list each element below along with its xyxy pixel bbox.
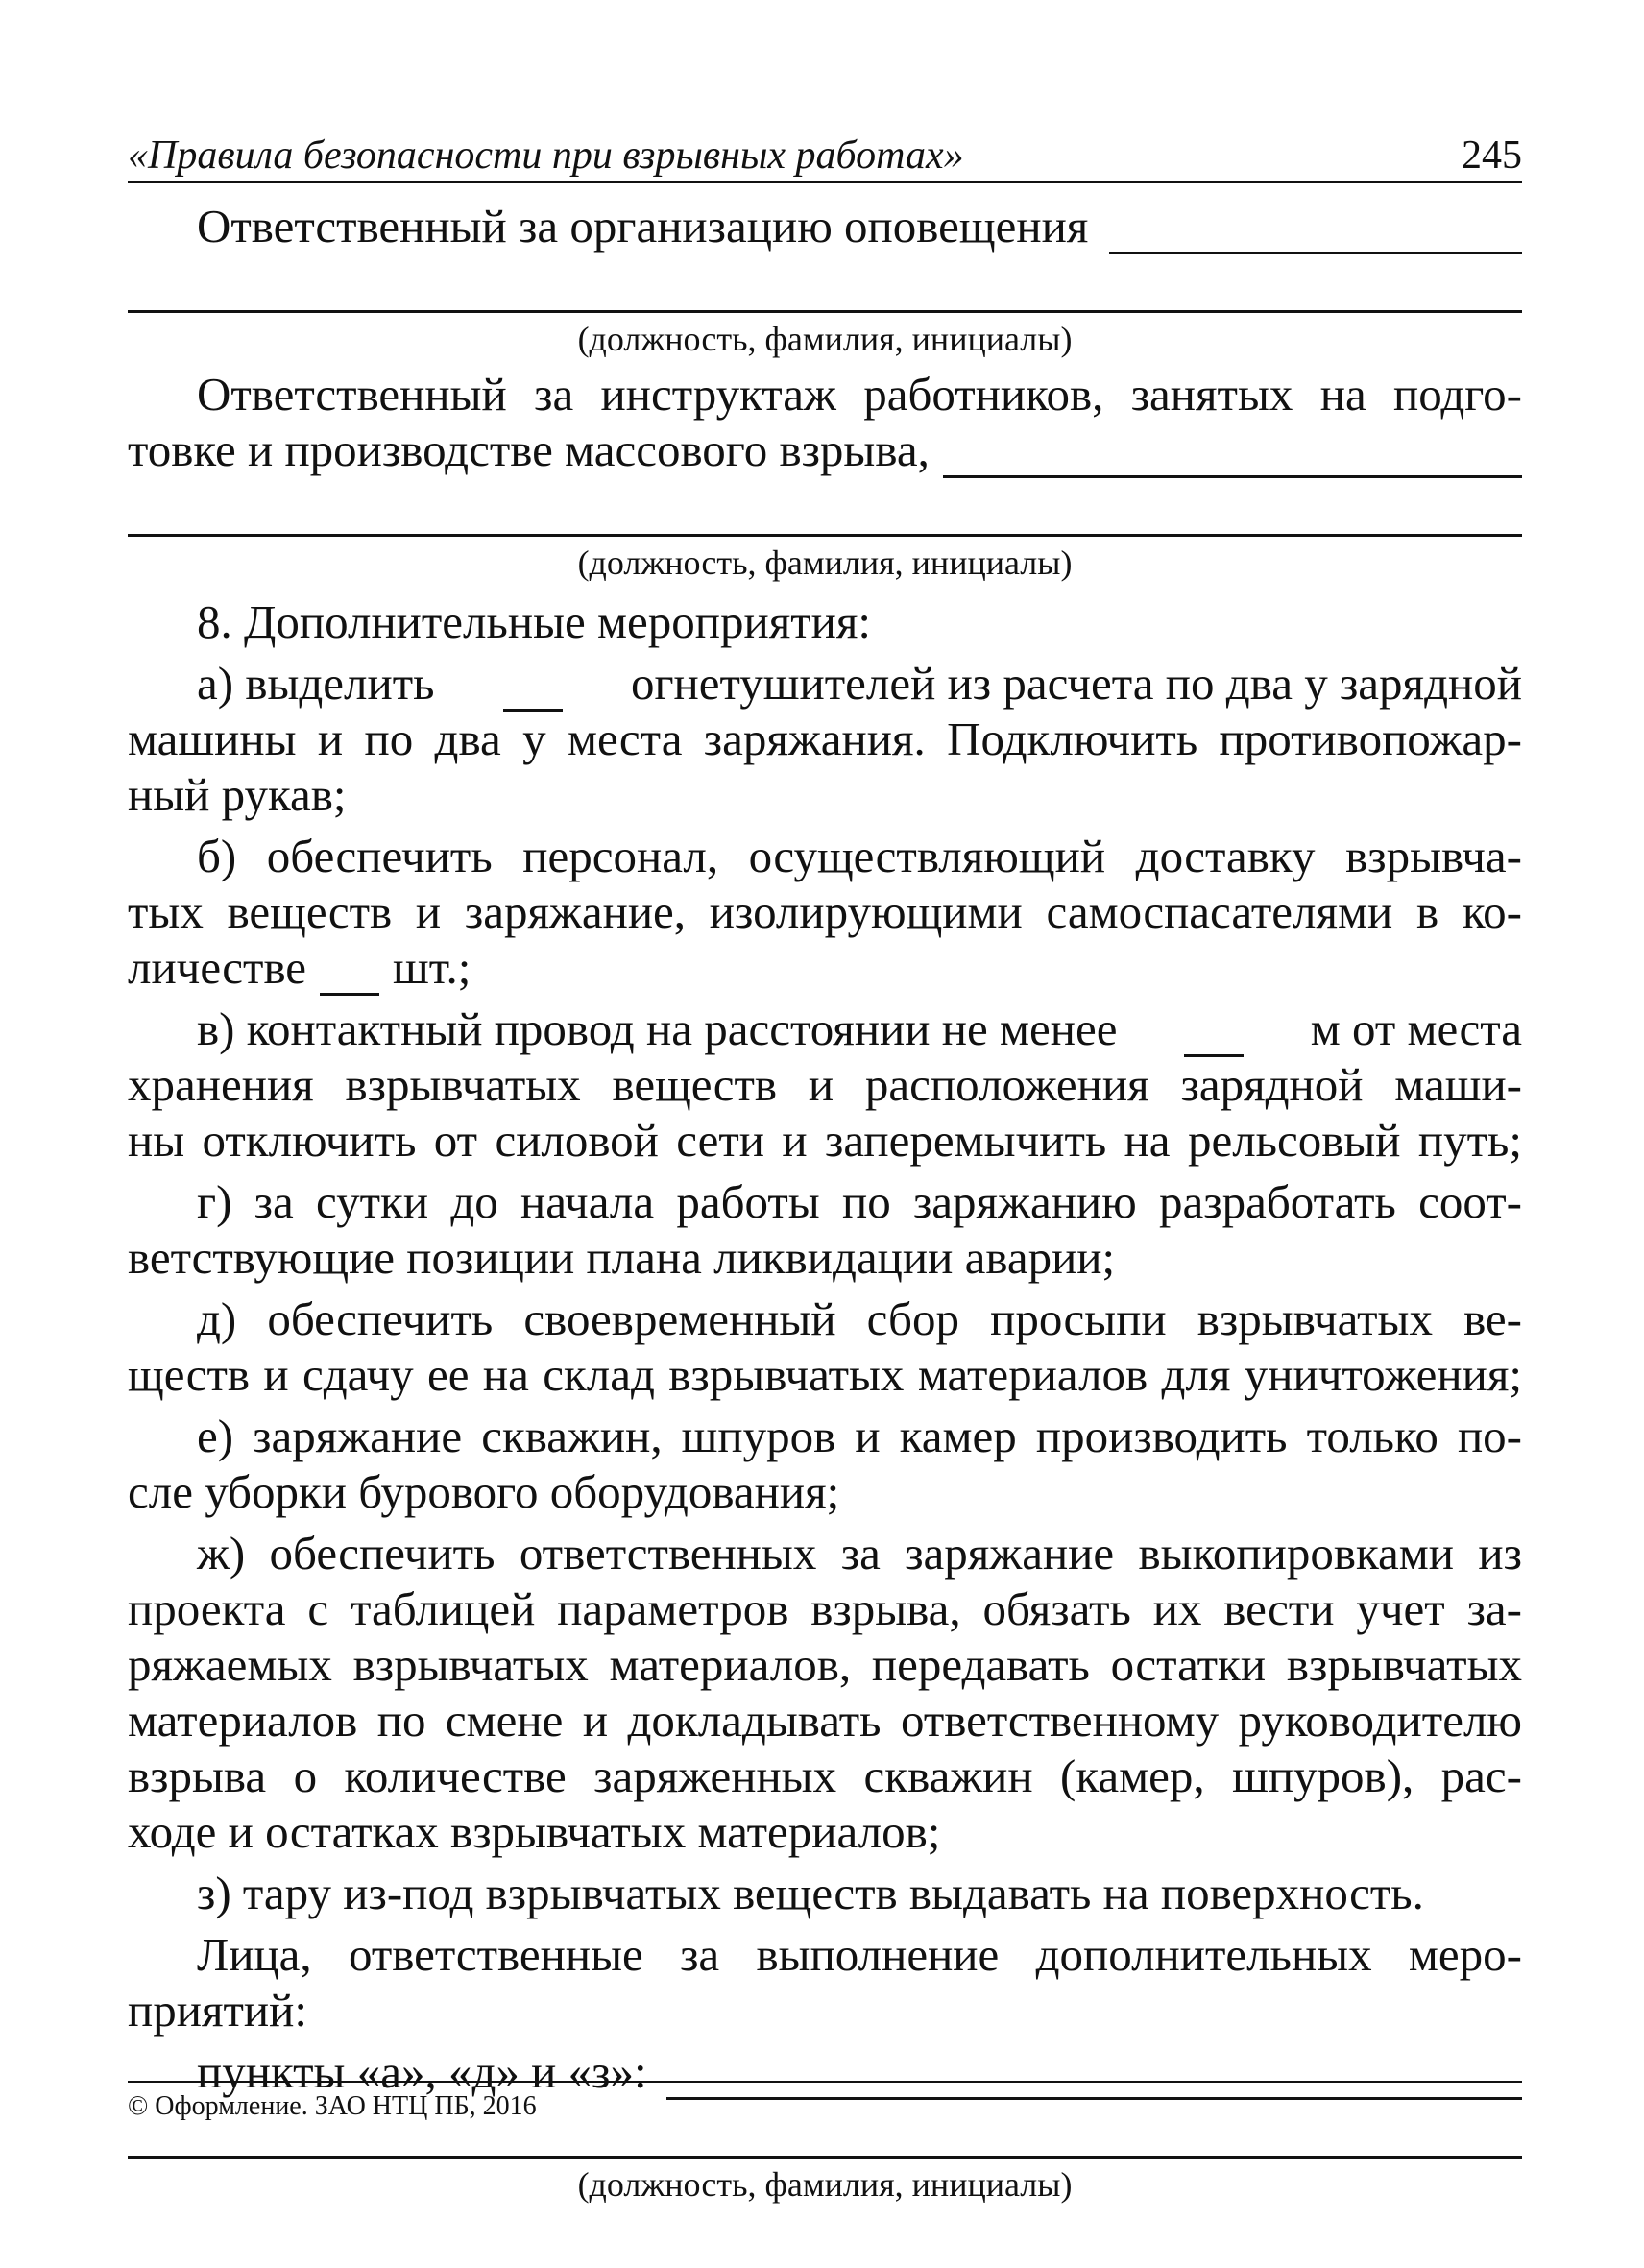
footer-divider <box>128 2081 1522 2083</box>
field-caption: (должность, фамилия, инициалы) <box>577 320 1073 358</box>
item-g: г) за сутки до начала работы по заряжанию разработать соот- <box>197 1175 1522 1228</box>
signature-field[interactable] <box>128 2156 1522 2159</box>
item-b: б) обеспечить персонал, осуществляющий доставку взрывча- <box>197 830 1522 882</box>
text-line: хранения взрывчатых веществ и расположения зарядной маши- <box>128 1058 1522 1111</box>
field-caption: (должность, фамилия, инициалы) <box>577 543 1073 582</box>
text-line: ны отключить от силовой сети и заперемычить на рельсовый путь; <box>128 1114 1522 1167</box>
text-line: проекта с таблицей параметров взрыва, обязать их вести учет за- <box>128 1582 1522 1635</box>
quantity-blank[interactable] <box>503 672 563 712</box>
signature-field[interactable] <box>1109 213 1522 254</box>
text-span: товке и производстве массового взрыва, <box>128 423 930 476</box>
page-content <box>128 197 1522 2207</box>
item-z: з) тару из-под взрывчатых веществ выдавать на поверхность. <box>197 1867 1424 1919</box>
notification-responsible-line <box>128 197 1522 254</box>
running-title: «Правила безопасности при взрывных работах» <box>128 133 964 178</box>
text-span: личестве <box>128 941 307 994</box>
footer-copyright: © Оформление. ЗАО НТЦ ПБ, 2016 <box>128 2091 537 2121</box>
page-header <box>128 131 1522 183</box>
notification-responsible-label: Ответственный за организацию оповещения <box>197 200 1089 253</box>
text-line <box>128 367 1522 422</box>
signature-field[interactable] <box>128 310 1522 313</box>
text-line <box>128 940 1522 996</box>
item-a <box>128 656 1522 712</box>
text-line: ряжаемых взрывчатых материалов, передавать остатки взрывчатых <box>128 1638 1522 1691</box>
text-line: ходе и остатках взрывчатых материалов; <box>128 1805 941 1858</box>
text-span: огнетушителей из расчета по два у зарядной <box>630 657 1522 710</box>
text-line: приятий: <box>128 1984 307 2037</box>
signature-field[interactable] <box>943 437 1522 478</box>
item-zh: ж) обеспечить ответственных за заряжание выкопировками из <box>197 1527 1522 1580</box>
text-line: тых веществ и заряжание, изолирующими самоспасателями в ко- <box>128 885 1522 938</box>
quantity-blank[interactable] <box>320 956 379 996</box>
text-line: ный рукав; <box>128 768 347 821</box>
text-span: шт.; <box>393 941 471 994</box>
instruction-responsible-line <box>128 422 1522 478</box>
item-e: е) заряжание скважин, шпуров и камер производить только по- <box>197 1410 1522 1462</box>
text-span: в) контактный провод на расстоянии не менее <box>197 1002 1118 1055</box>
text-span: м от места <box>1310 1002 1522 1055</box>
distance-blank[interactable] <box>1184 1018 1244 1057</box>
points-label: пункты «а», «д» и «з»: <box>197 2045 647 2098</box>
responsible-persons-heading: Лица, ответственные за выполнение дополнительных меро- <box>197 1928 1522 1981</box>
text-line: взрыва о количестве заряженных скважин (камер, шпуров), рас- <box>128 1749 1522 1802</box>
field-caption: (должность, фамилия, инициалы) <box>577 2165 1073 2204</box>
text-line: сле уборки бурового оборудования; <box>128 1465 840 1518</box>
instruction-responsible-paragraph <box>128 367 1522 478</box>
text-line: ветствующие позиции плана ликвидации аварии; <box>128 1231 1116 1284</box>
text-line: машины и по два у места заряжания. Подключить противопожар- <box>128 712 1522 765</box>
text-span: а) выделить <box>197 657 435 710</box>
page-number: 245 <box>1462 133 1522 178</box>
text-line: материалов по смене и докладывать ответственному руководителю <box>128 1694 1522 1747</box>
signature-field[interactable] <box>666 2059 1522 2100</box>
text-span: Ответственный за инструктаж работников, занятых на подго- <box>197 368 1522 421</box>
signature-field[interactable] <box>128 534 1522 537</box>
text-line: ществ и сдачу ее на склад взрывчатых материалов для уничтожения; <box>128 1348 1522 1401</box>
section-heading: 8. Дополнительные мероприятия: <box>197 595 872 648</box>
item-d: д) обеспечить своевременный сбор просыпи взрывчатых ве- <box>197 1292 1522 1345</box>
item-v <box>128 1001 1522 1057</box>
